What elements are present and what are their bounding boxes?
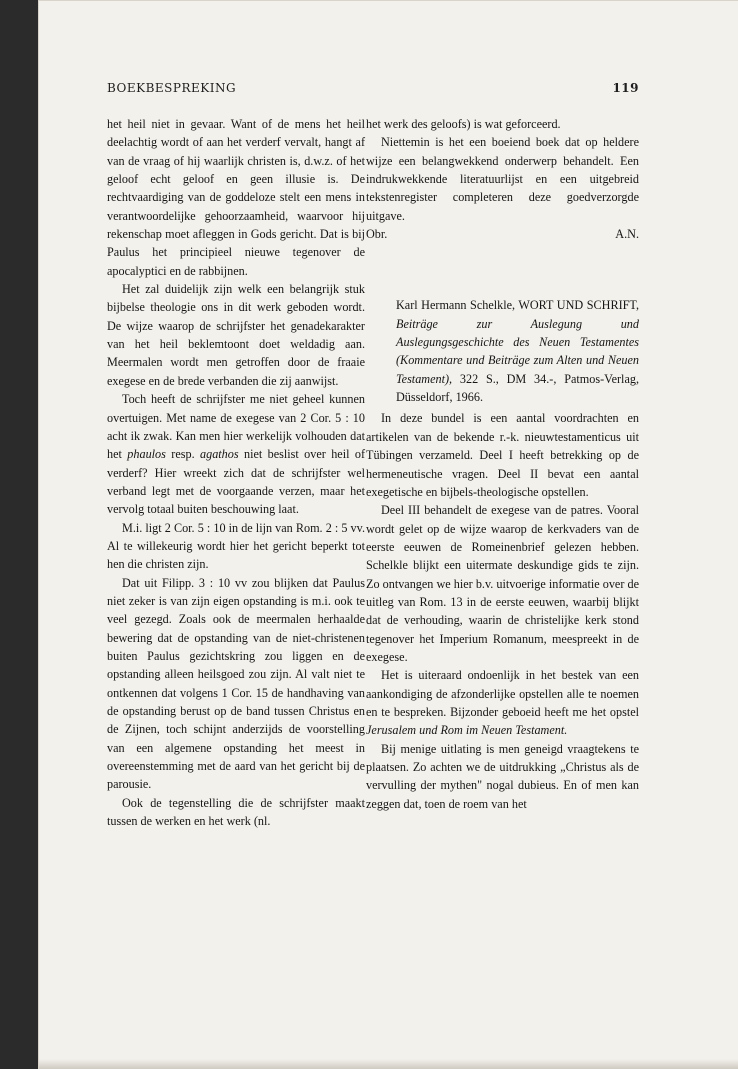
book-citation: Karl Hermann Schelkle, WORT UND SCHRIFT, Beiträge zur Auslegung und Auslegungsgeschichte des Neuen Testamentes (Kommentare und Beiträge zum Alten und Neuen Testament), 322 S., DM 34.-, Patmos-Verlag, Düsseldorf, 1966.	[396, 298, 639, 405]
page	[38, 0, 738, 1069]
paragraph: Het is uiteraard ondoenlijk in het bestek van een aankondiging de afzonderlijke opstellen alle te noemen en te bespreken. Bijzonder geboeid heeft me het opstel Jerusalem und Rom im Neuen Testament.	[366, 668, 639, 738]
paragraph: Niettemin is het een boeiend boek dat op heldere wijze een belangwekkend onderwerp behandelt. Een indrukwekkende literatuurlijst en een uitgebreid tekstenregister completeren deze goedverzorgde uitgave.	[366, 135, 639, 223]
review-signature	[366, 225, 639, 243]
paragraph: het heil niet in gevaar. Want of de mens het heil deelachtig wordt of aan het verderf vervalt, hangt af van de vraag of hij waarlijk christen is, d.w.z. of het geloof echt geloof en geen illusie is. De rechtvaardiging van de goddeloze stelt een mens in verantwoordelijke gehoorzaamheid, waarvoor hij rekenschap moet afleggen in Gods gericht. Dat is bij Paulus het principieel nieuwe tegenover de apocalyptici en de rabbijnen.	[107, 117, 365, 278]
paragraph: Dat uit Filipp. 3 : 10 vv zou blijken dat Paulus niet zeker is van zijn eigen opstanding is m.i. ook te veel gezegd. Zoals ook de meermalen herhaalde bewering dat de opstanding van de niet-christenen buiten Paulus gezichtskring zou liggen en de opstanding alleen heilsgoed zou zijn. Al valt niet te ontkennen dat volgens 1 Cor. 15 de handhaving van de opstanding berust op de band tussen Christus en de Zijnen, toch schijnt anderzijds de voorstelling van een algemene opstanding het meest in overeenstemming met de aard van het gericht bij de parousie.	[107, 575, 365, 792]
greek-term: agathos	[200, 447, 239, 462]
signature-right: A.N.	[615, 227, 639, 242]
left-column	[107, 115, 365, 830]
essay-title: Jerusalem und Rom im Neuen Testament.	[366, 723, 568, 738]
right-column	[366, 115, 639, 813]
paragraph: Ook de tegenstelling die de schrijfster maakt tussen de werken en het werk (nl.	[107, 795, 365, 829]
greek-term: phaulos	[127, 447, 166, 462]
paragraph: M.i. ligt 2 Cor. 5 : 10 in de lijn van Rom. 2 : 5 vv. Al te willekeurig wordt hier het gericht beperkt tot hen die christen zijn.	[107, 520, 365, 572]
paragraph: In deze bundel is een aantal voordrachten en artikelen van de bekende r.-k. nieuwtestamenticus uit Tübingen verzameld. Deel I heeft betrekking op de hermeneutische vragen. Deel II bevat een aantal exegetische en bijbels-theologische opstellen.	[366, 411, 639, 499]
paragraph: Bij menige uitlating is men geneigd vraagtekens te plaatsen. Zo achten we de uitdrukking „Christus als de vervulling der mythen" nogal dubieus. En of men kan zeggen dat, toen de roem van het	[366, 741, 639, 811]
paragraph: Deel III behandelt de exegese van de patres. Vooral wordt gelet op de wijze waarop de kerkvaders van de eerste eeuwen de Romeinenbrief gelezen hebben. Schelkle blijkt een uitermate deskundige gids te zijn. Zo ontvangen we hier b.v. uitvoerige informatie over de uitleg van Rom. 13 in de eerste eeuwen, waarbij blijkt dat de verhouding, waarin de christelijke kerk stond tegenover het Imperium Romanum, meespreekt in de exegese.	[366, 503, 639, 664]
page-number: 119	[612, 81, 639, 95]
book-series: Beiträge zur Auslegung und Auslegungsgeschichte des Neuen Testamentes (Kommentare und Beiträge zum Alten und Neuen Testament),	[396, 316, 639, 386]
signature-left: Obr.	[366, 227, 388, 242]
paragraph: Het zal duidelijk zijn welk een belangrijk stuk bijbelse theologie ons in dit werk geboden wordt. De wijze waarop de schrijfster het genadekarakter van het heil beklemtoont doet weldadig aan. Meermalen wordt men getroffen door de fraaie exegese en de brede verbanden die zij aanwijst.	[107, 282, 365, 388]
paragraph: Toch heeft de schrijfster me niet geheel kunnen overtuigen. Met name de exegese van 2 Cor. 5 : 10 acht ik zwak. Kan men hier werkelijk volhouden dat het phaulos resp. agathos niet beslist over heil of verderf? Hier wreekt zich dat de schrijfster wel verband legt met de voorgaande verzen, maar het vervolg totaal buiten beschouwing laat.	[107, 392, 365, 517]
section-title: BOEKBESPREKING	[107, 81, 237, 95]
paragraph: het werk des geloofs) is wat geforceerd.	[366, 117, 561, 131]
